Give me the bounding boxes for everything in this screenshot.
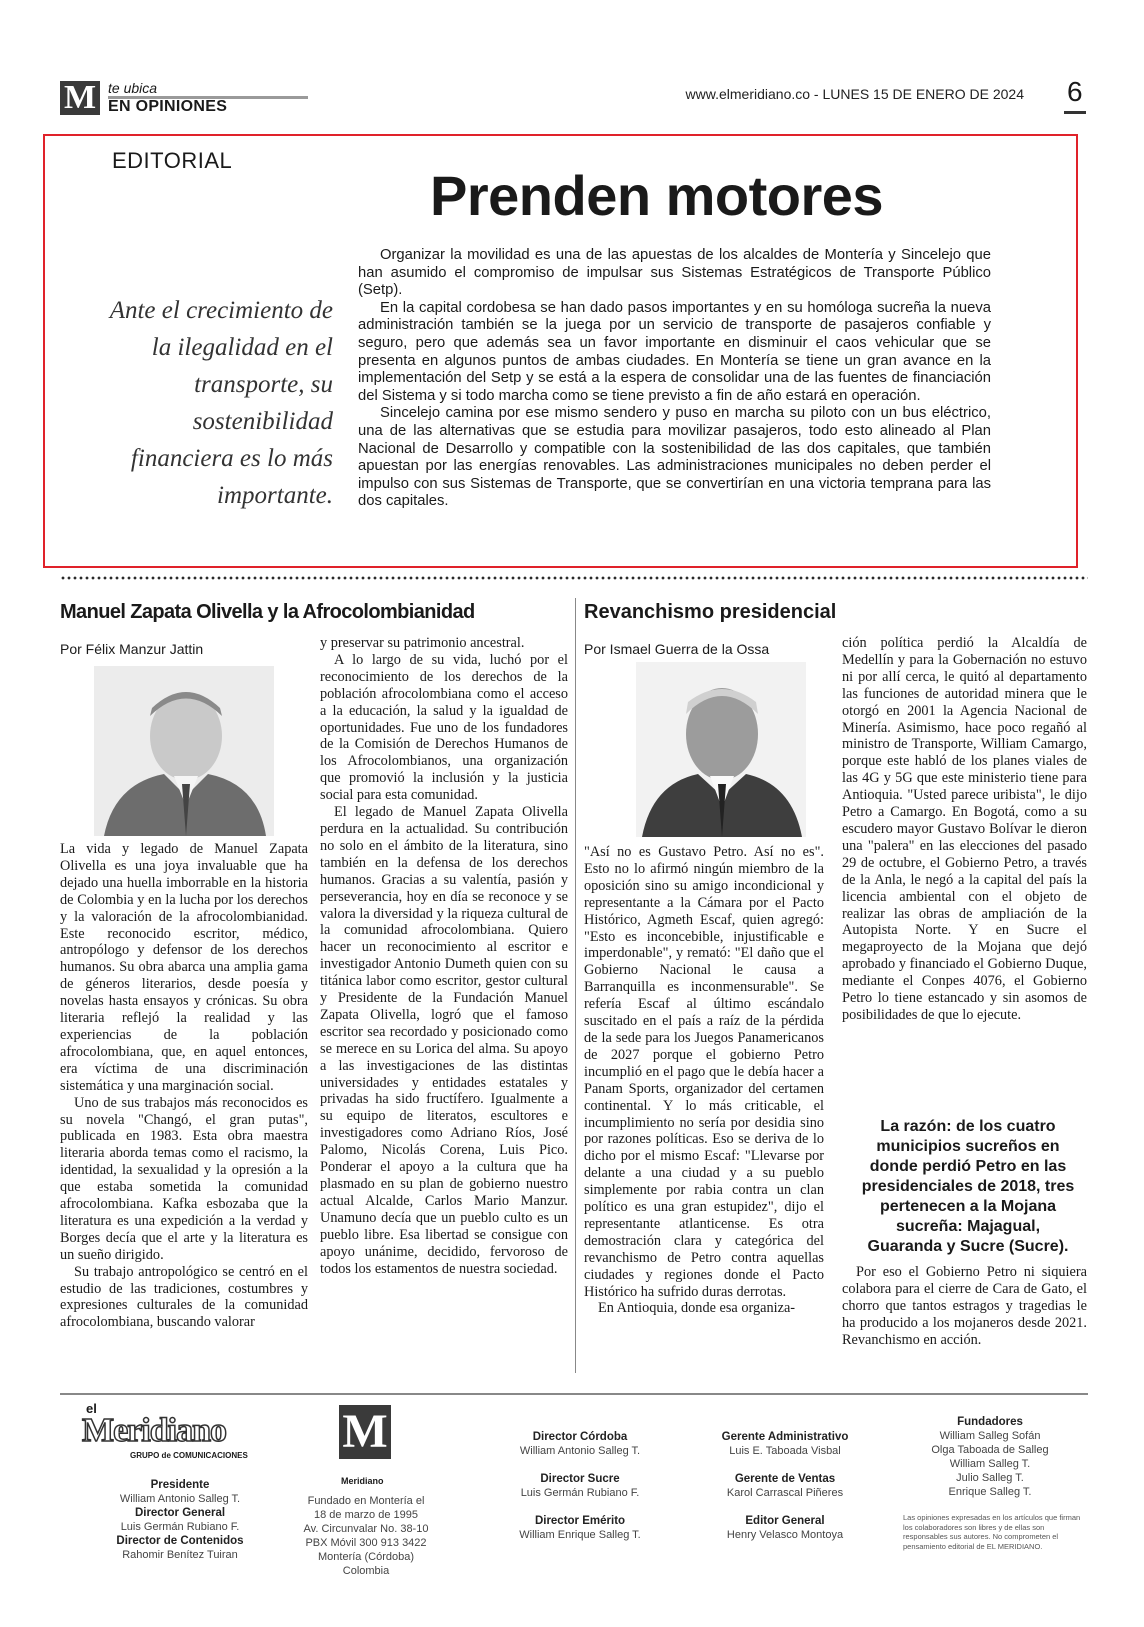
- editorial-paragraph: En la capital cordobesa se han dado pasos importantes y en su homóloga sucreña la nueva administración también se la juega por un servicio de transporte de pasajeros confiable y seguro, pero que además sea un favor importante en disminuir el caos vehicular que se presenta en algunos puntos de ambas ciudades. En Montería se tiene un gran avance en la implementación del Setp y se está a la espera de consolidar una de las fuentes de financiación del Sistema y si todo marcha como se tiene previsto a fin de año estará en operación.: [358, 299, 991, 404]
- footer-phone: PBX Móvil 300 913 3422: [305, 1537, 427, 1549]
- footer-founder: Enrique Salleg T.: [948, 1486, 1032, 1498]
- footer-label: Director Sucre: [540, 1473, 620, 1485]
- footer-logo: Meridiano: [82, 1412, 226, 1449]
- footer-label: Gerente Administrativo: [721, 1431, 849, 1443]
- brand-logo: M: [60, 81, 100, 115]
- article2-closing: [842, 1264, 1087, 1349]
- article1-title: Manuel Zapata Olivella y la Afrocolombianidad: [60, 601, 475, 623]
- footer-logo-tagline: GRUPO de COMUNICACIONES: [130, 1451, 248, 1460]
- article-paragraph: Su trabajo antropológico se centró en el estudio de las tradiciones, costumbres y expresiones culturales de la comunidad afrocolombiana, buscando valorar: [60, 1263, 308, 1331]
- footer-founder: Julio Salleg T.: [956, 1472, 1024, 1484]
- footer-rule: [60, 1393, 1088, 1395]
- footer-label: Editor General: [745, 1515, 825, 1527]
- footer-label: Director Emérito: [534, 1515, 626, 1527]
- te-ubica-label: te ubica: [108, 80, 158, 96]
- article1-column1: [60, 841, 308, 1331]
- article2-byline: Por Ismael Guerra de la Ossa: [584, 641, 770, 657]
- editorial-paragraph: Organizar la movilidad es una de las apuestas de los alcaldes de Montería y Sincelejo que han asumido el compromiso de impulsar sus Sistemas Estratégicos de Transporte Público (Setp).: [358, 247, 991, 299]
- footer-label: Director Córdoba: [532, 1431, 628, 1443]
- footer-value: Luis E. Taboada Visbal: [729, 1445, 841, 1457]
- article2-column1: [584, 844, 824, 1317]
- article-paragraph: La vida y legado de Manuel Zapata Olivella es una joya invaluable que ha dejado una huella imborrable en la historia de Colombia y en la lucha por los derechos y la valoración de la afrocolombianidad. Este reconocido escritor, médico, antropólogo y defensor de los derechos humanos. Su obra abarca una amplia gama de géneros literarios, desde poesía y novelas hasta ensayos y crónicas. Su obra literaria reflejó la realidad y las experiencias de la población afrocolombiana, que, en aquel entonces, era víctima de una discriminación sistemática y una marginación social.: [60, 841, 308, 1094]
- section-name: EN OPINIONES: [108, 98, 228, 115]
- footer-column-directors2: [480, 1430, 680, 1542]
- footer-address-line: Av. Circunvalar No. 38-10: [303, 1523, 429, 1535]
- footer-label: Presidente: [150, 1479, 210, 1491]
- footer-value: Henry Velasco Montoya: [726, 1529, 844, 1541]
- footer-value: Luis Germán Rubiano F.: [120, 1521, 240, 1533]
- article2-title: Revanchismo presidencial: [584, 601, 837, 623]
- article-paragraph: Uno de sus trabajos más reconocidos es su novela "Changó, el gran putas", publicada en 1983. Esta obra maestra literaria aborda temas como el racismo, la identidad, la sexualidad y la opresión a la que estaba sometida la comunidad afrocolombiana. Kafka esbozaba que la literatura es una expedición a la verdad y Borges decía que el arte y la literatura es un sueño dirigido.: [60, 1094, 308, 1263]
- article2-pull-quote: La razón: de los cuatro municipios sucreños en donde perdió Petro en las presidenciales de 2018, tres pertenecen a la Mojana sucreña: Majagual, Guaranda y Sucre (Sucre).: [861, 1118, 1075, 1255]
- article-paragraph: ción política perdió la Alcaldía de Medellín y para la Gobernación no estuvo ni por allí cerca, le quitó al departamento las funciones de autoridad minera que le otorgó en 2001 la Agencia Nacional de Minería. Asimismo, hace poco regañó al ministro de Transporte, William Camargo, porque este habló de los planes viales de las 4G y 5G que este ministerio tiene para Antioquia. "Usted parece uribista", le dijo Petro a Camargo. En Bogotá, como a su escudero mayor Gustavo Bolívar le dieron una "palera" en las elecciones del pasado 29 de octubre, el Gobierno Petro, a través de la Anla, le negó a la capital del país la licencia ambiental con el objeto de realizar las obras de ampliación de la Autopista Norte. Y en Sucre el megaproyecto de la Mojana que dejó aprobado y financiado el Gobierno Duque, mediante el Conpes 4076, el Gobierno Petro lo tiene estancado y sin asomos de posibilidades de que lo ejecute.: [842, 635, 1087, 1023]
- article-paragraph: y preservar su patrimonio ancestral.: [320, 635, 525, 651]
- footer-value: Rahomir Benítez Tuiran: [122, 1549, 238, 1561]
- footer-logo-el: el: [86, 1401, 97, 1416]
- article-paragraph: Por eso el Gobierno Petro ni siquiera colabora para el cierre de Cara de Gato, el chorro que tantos estragos y tragedias le ha producido a los mojaneros desde 2021. Revanchismo en acción.: [842, 1264, 1087, 1348]
- author-portrait-icon: [636, 662, 806, 837]
- article1-byline: Por Félix Manzur Jattin: [60, 641, 204, 657]
- footer-value: Luis Germán Rubiano F.: [520, 1487, 640, 1499]
- dotted-separator: [60, 575, 1088, 581]
- editorial-title: Prenden motores: [430, 164, 884, 227]
- footer-disclaimer: Las opiniones expresadas en los artículos que firman los colaboradores son libres y de ellas son responsables sus autores. No comprometen el pensamiento editorial de EL MERIDIANO.: [903, 1513, 1081, 1551]
- footer-label: Director de Contenidos: [116, 1535, 244, 1547]
- footer-founder: William Salleg T.: [949, 1458, 1031, 1470]
- article-paragraph: "Así no es Gustavo Petro. Así no es". Esto no lo afirmó ningún miembro de la oposición sino su amigo incondicional y representante a la Cámara por el Pacto Histórico, Agmeth Escaf, quien agregó: "Esto es inconcebible, injustificable e imperdonable", y remató: "El daño que el Gobierno Nacional le causa a Barranquilla es inconmensurable". Se refería Escaf al último escándalo suscitado en el país a raíz de la pérdida de la sede para los Juegos Panamericanos de 2027 porque el gobierno Petro incumplió en el pago que le debía hacer a Panam Sports, organizador del certamen continental. Y lo más criticable, el incumplimiento no sería por desidia sino por razones políticas. Eso se deriva de lo dicho por el mismo Escaf: "Llevarse por delante a una ciudad y a su pueblo simplemente por rabia contra un clan político es una gran estupidez", dijo el representante atlanticense. Es otra demostración clara y categórica del revanchismo de Petro contra aquellas ciudades y regiones donde el Pacto Histórico ha sufrido duras derrotas.: [584, 844, 824, 1300]
- footer-label: Gerente de Ventas: [734, 1473, 836, 1485]
- editorial-paragraph: Sincelejo camina por ese mismo sendero y puso en marcha su piloto con un bus eléctrico, una de las alternativas que se estudia para movilizar pasajeros, todo esto alineado al Plan Nacional de Desarrollo y compatible con la sostenibilidad de las dos capitales, que también apuestan por las energías renovables. Las administraciones municipales no deben perder el impulso con sus Sistemas de Transporte, que se convertirían en una victoria temprana para las dos capitales.: [358, 405, 991, 510]
- article-paragraph: A lo largo de su vida, luchó por el reconocimiento de los derechos de la población afrocolombiana como el acceso a la educación, la salud y la igualdad de oportunidades. Fue uno de los fundadores de la Comisión de Derechos Humanos de los Afrocolombianos, una organización que promovió la inclusión y la justicia social para esta comunidad.: [320, 651, 568, 804]
- footer-directors: [80, 1478, 280, 1562]
- page-number: 6: [1067, 76, 1083, 107]
- author-photo-guerra: [636, 662, 806, 837]
- footer-label: Director General: [134, 1507, 226, 1519]
- footer-city: Montería (Córdoba) Colombia: [318, 1551, 414, 1577]
- footer-founder: Olga Taboada de Salleg: [931, 1444, 1049, 1456]
- article-paragraph: El legado de Manuel Zapata Olivella perdura en la actualidad. Su contribución no solo en el ámbito de la literatura, sino también en la defensa de los derechos humanos. Gracias a su valentía, pasión y perseverancia, hoy en día se reconoce y se valora la diversidad y la riqueza cultural de la comunidad afrocolombiana. Quiero hacer un reconocimiento al escritor e investigador Antonio Dumeth quien con su titánica labor como escritor, gestor cultural y Presidente de la Fundación Manuel Zapata Olivella, logró que el famoso escritor sea recordado y posicionado como se merece en su Lorica del alma. Su apoyo a las investigaciones de las distintas universidades y entidades estatales y privadas ha sido fructífero. Igualmente a su equipo de literatos, escultores e investigadores como Adriano Ríos, José Palomo, Nicolás Corena, Luis Pico. Ponderar el apoyo a la cultura que ha plasmado en su plan de gobierno nuestro actual Alcalde, Carlos Mario Manzur. Unamuno decía que un pueblo culto es un pueblo libre. Esa libertad se consigue con apoyo unánime, decidido, fervoroso de todos los estamentos de nuestra sociedad.: [320, 804, 568, 1277]
- page-number-rule: [1064, 111, 1086, 114]
- author-portrait-icon: [94, 666, 274, 836]
- footer-value: Karol Carrascal Piñeres: [726, 1487, 844, 1499]
- footer-founded: Fundado en Montería el 18 de marzo de 1995: [307, 1495, 425, 1521]
- article1-column2: [320, 635, 568, 1277]
- column-divider: [575, 598, 576, 1373]
- footer-value: William Enrique Salleg T.: [519, 1529, 641, 1541]
- article-paragraph: En Antioquia, donde esa organiza-: [598, 1300, 796, 1317]
- footer-label: Fundadores: [957, 1416, 1023, 1428]
- footer-value: William Antonio Salleg T.: [119, 1493, 241, 1505]
- footer-founder: William Salleg Sofán: [939, 1430, 1041, 1442]
- footer-value: William Antonio Salleg T.: [519, 1445, 641, 1457]
- footer-m-logo: M: [339, 1405, 391, 1459]
- editorial-label: EDITORIAL: [112, 148, 233, 173]
- footer-address: [300, 1494, 432, 1578]
- footer-m-logo-name: Meridiano: [341, 1476, 384, 1486]
- footer-column-managers: [690, 1430, 880, 1542]
- footer-founders: [900, 1415, 1080, 1499]
- site-date: www.elmeridiano.co - LUNES 15 DE ENERO DE 2024: [685, 86, 1024, 102]
- author-photo-manzur: [94, 666, 274, 836]
- article2-column2: [842, 635, 1087, 1024]
- editorial-pull-quote: Ante el crecimiento de la ilegalidad en el transporte, su sostenibilidad financiera es lo más importante.: [109, 297, 333, 509]
- editorial-body: [358, 247, 991, 511]
